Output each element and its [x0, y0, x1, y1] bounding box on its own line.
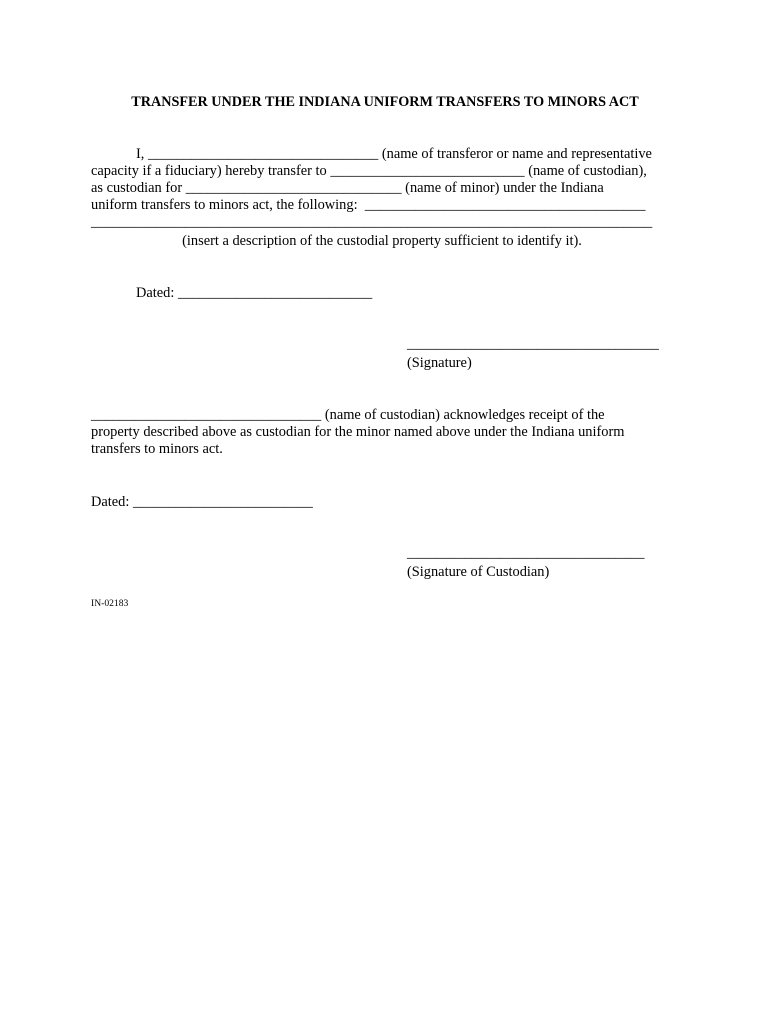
dated-field-custodian: Dated: _________________________	[91, 494, 313, 510]
acknowledgment-line-1: ________________________________ (name of custodian) acknowledges receipt of the	[91, 407, 605, 423]
transfer-line-4: uniform transfers to minors act, the following: _______________________________________	[91, 197, 646, 213]
transfer-line-2: capacity if a fiduciary) hereby transfer to ___________________________ (name of custodian),	[91, 163, 647, 179]
dated-field-transferor: Dated: ___________________________	[136, 285, 373, 301]
transfer-line-3: as custodian for ______________________________ (name of minor) under the Indiana	[91, 180, 604, 196]
transfer-line-5: ______________________________________________________________________________	[91, 214, 653, 230]
acknowledgment-line-3: transfers to minors act.	[91, 441, 223, 457]
acknowledgment-line-2: property described above as custodian for the minor named above under the Indiana uniform	[91, 424, 625, 440]
signature-line-custodian: _________________________________	[407, 545, 645, 561]
signature-line-transferor: ___________________________________	[407, 336, 659, 352]
document-title: TRANSFER UNDER THE INDIANA UNIFORM TRANSFERS TO MINORS ACT	[131, 94, 639, 110]
signature-label-custodian: (Signature of Custodian)	[407, 564, 550, 580]
form-id: IN-02183	[91, 598, 129, 609]
property-description-hint: (insert a description of the custodial property sufficient to identify it).	[182, 233, 582, 249]
transfer-line-1: I, ________________________________ (name of transferor or name and representative	[136, 146, 652, 162]
signature-label-transferor: (Signature)	[407, 355, 472, 371]
